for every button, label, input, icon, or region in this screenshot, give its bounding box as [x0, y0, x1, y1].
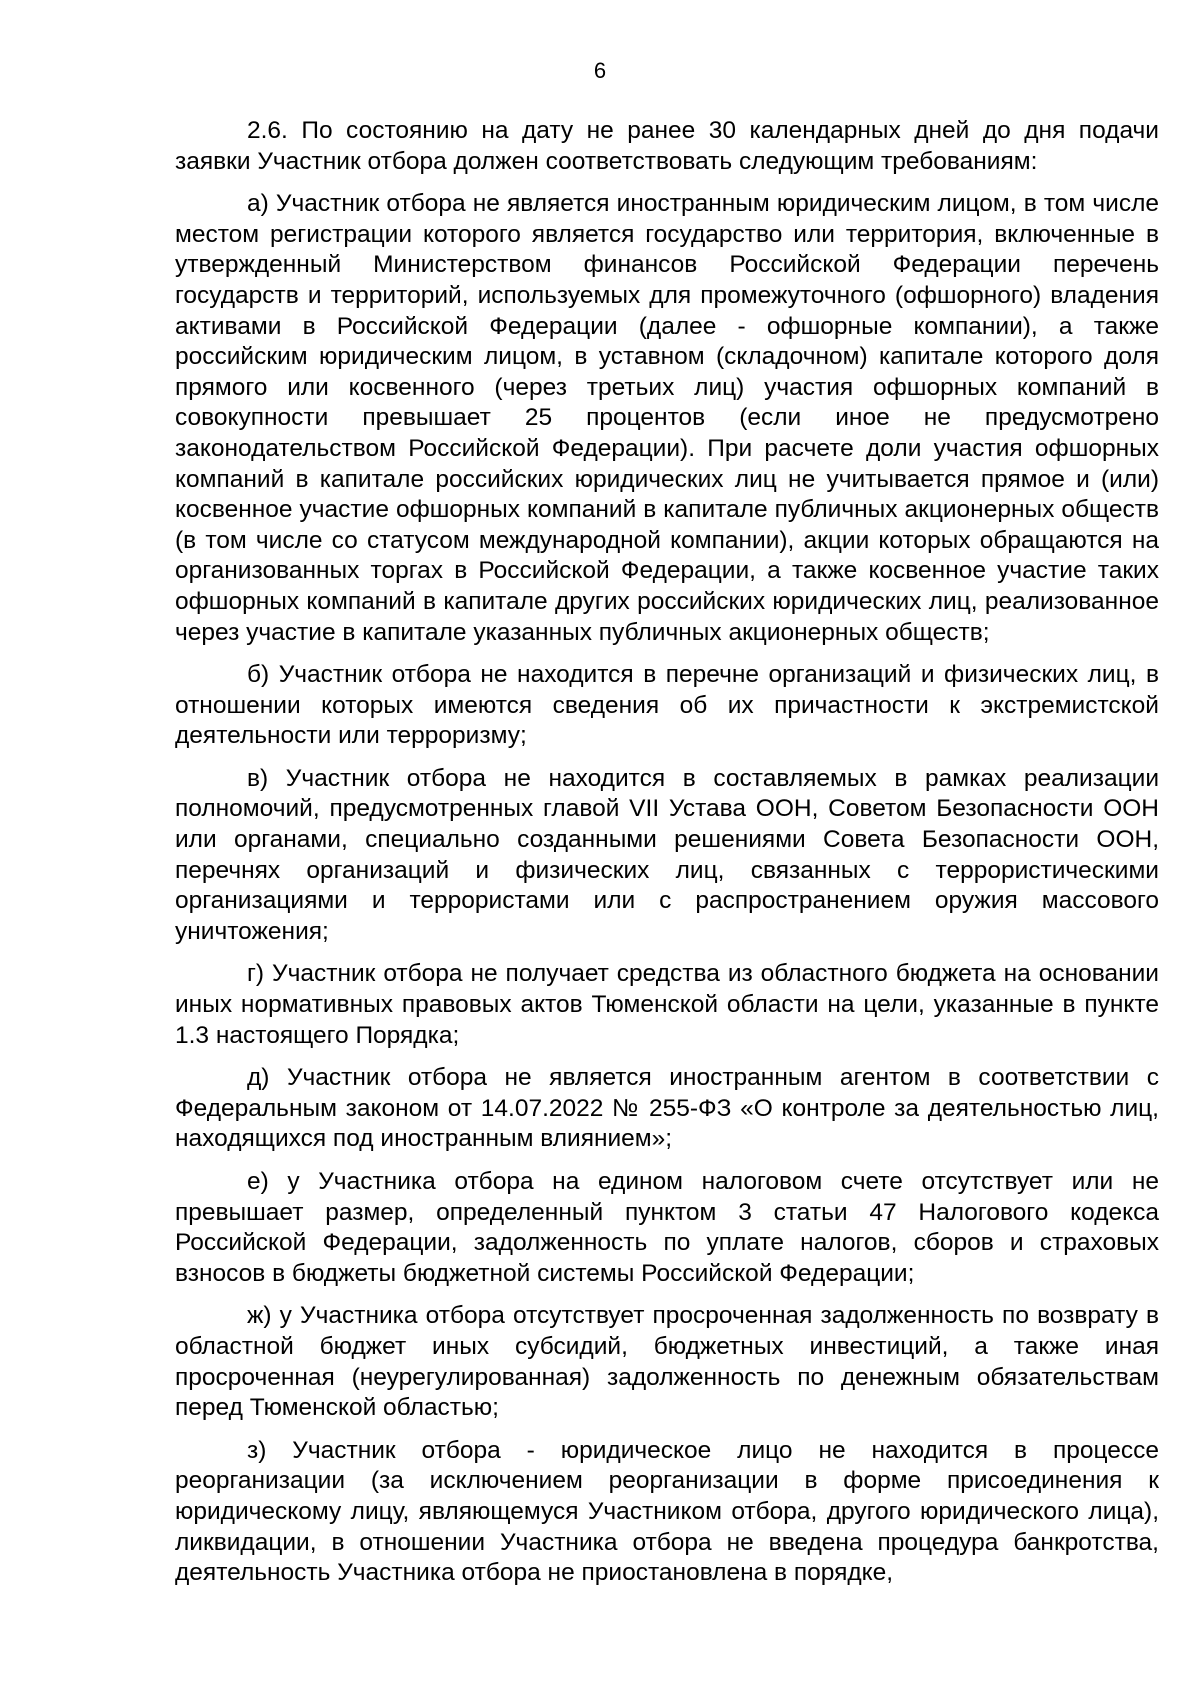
- paragraph-zh: ж) у Участника отбора отсутствует просроченная задолженность по возврату в областной бюджет иных субсидий, бюджетных инвестиций, а также иная просроченная (неурегулированная) задолженность по денежным обязательствам перед Тюменской областью;: [175, 1302, 1159, 1422]
- page-number: 6: [593, 58, 607, 83]
- paragraph-d: д) Участник отбора не является иностранным агентом в соответствии с Федеральным законом от 14.07.2022 № 255-ФЗ «О контроле за деятельностью лиц, находящихся под иностранным влиянием»;: [175, 1064, 1159, 1153]
- paragraph-b: б) Участник отбора не находится в перечне организаций и физических лиц, в отношении которых имеются сведения об их причастности к экстремистской деятельности или терроризму;: [175, 661, 1159, 750]
- document-body: [175, 116, 1159, 1589]
- paragraph-e: е) у Участника отбора на едином налоговом счете отсутствует или не превышает размер, определенный пунктом 3 статьи 47 Налогового кодекса Российской Федерации, задолженность по уплате налогов, сборов и страховых взносов в бюджеты бюджетной системы Российской Федерации;: [175, 1168, 1159, 1287]
- paragraph-z: з) Участник отбора - юридическое лицо не находится в процессе реорганизации (за исключением реорганизации в форме присоединения к юридическому лицу, являющемуся Участником отбора, другого юридического лица), ликвидации, в отношении Участника отбора не введена процедура банкротства, деятельность Участника отбора не приостановлена в порядке,: [175, 1436, 1159, 1587]
- paragraph-g: г) Участник отбора не получает средства из областного бюджета на основании иных нормативных правовых актов Тюменской области на цели, указанные в пункте 1.3 настоящего Порядка;: [175, 960, 1159, 1049]
- paragraph-a: а) Участник отбора не является иностранным юридическим лицом, в том числе местом регистрации которого является государство или территория, включенные в утвержденный Министерством финансов Российской Федерации перечень государств и территорий, используемых для промежуточного (офшорного) владения активами в Российской Федерации (далее - офшорные компании), а также российским юридическим лицом, в уставном (складочном) капитале которого доля прямого или косвенного (через третьих лиц) участия офшорных компаний в совокупности превышает 25 процентов (если иное не предусмотрено законодательством Российской Федерации). При расчете доли участия офшорных компаний в капитале российских юридических лиц не учитывается прямое и (или) косвенное участие офшорных компаний в капитале публичных акционерных обществ (в том числе со статусом международной компании), акции которых обращаются на организованных торгах в Российской Федерации, а также косвенное участие таких офшорных компаний в капитале других российских юридических лиц, реализованное через участие в капитале указанных публичных акционерных обществ;: [175, 190, 1159, 646]
- paragraph-2-6: 2.6. По состоянию на дату не ранее 30 календарных дней до дня подачи заявки Участник отбора должен соответствовать следующим требованиям:: [175, 117, 1159, 175]
- paragraph-v: в) Участник отбора не находится в составляемых в рамках реализации полномочий, предусмотренных главой VII Устава ООН, Советом Безопасности ООН или органами, специально созданными решениями Совета Безопасности ООН, перечнях организаций и физических лиц, связанных с террористическими организациями и террористами или с распространением оружия массового уничтожения;: [175, 764, 1159, 945]
